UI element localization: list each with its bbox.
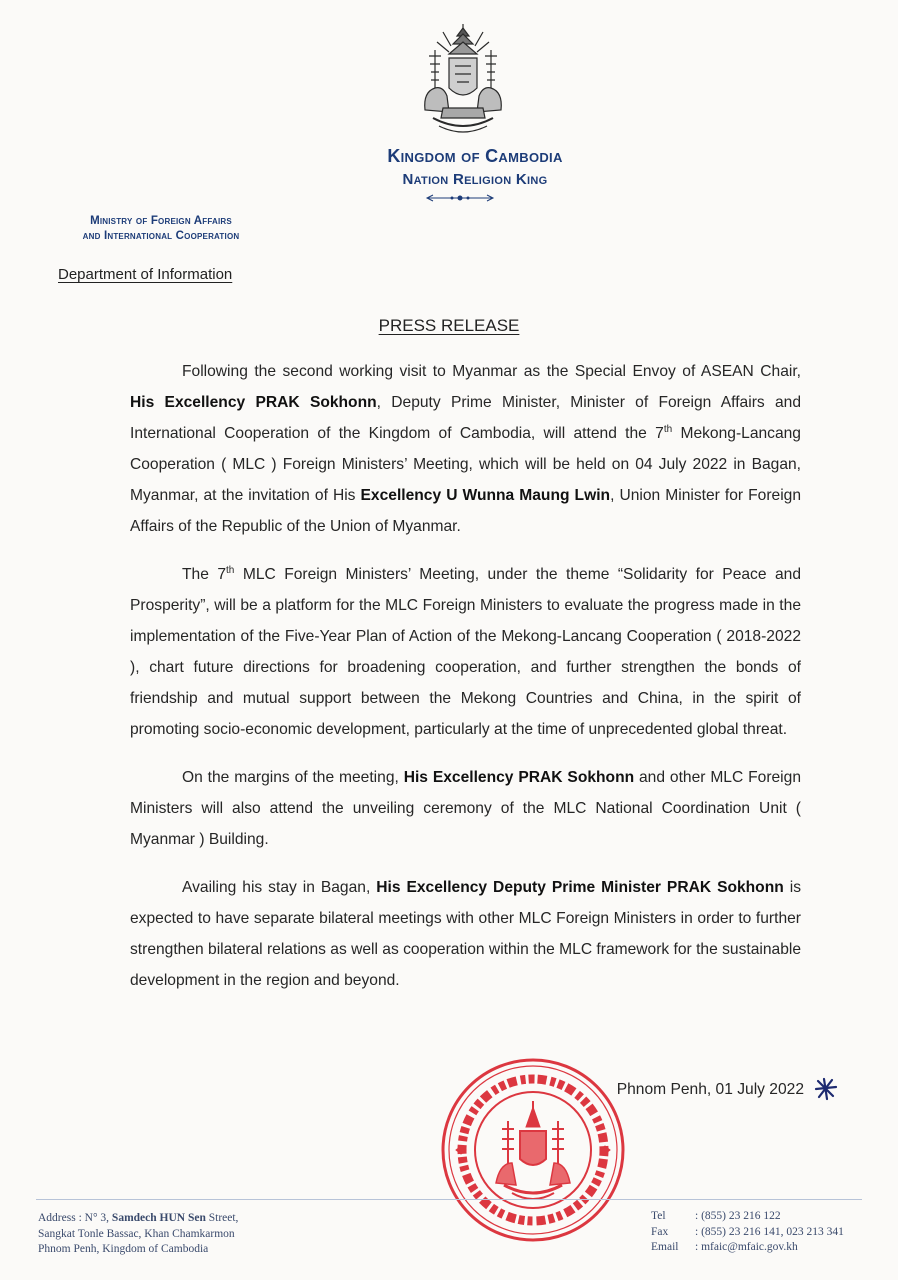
document-title: PRESS RELEASE xyxy=(378,316,520,335)
text-segment: MLC Foreign Ministers’ Meeting, under the theme “Solidarity for Peace and Prosperity”, will be a platform for the MLC Foreign Ministers to evaluate the progress made in the implementation of the Five-Year Plan of Action of the Mekong-Lancang Cooperation ( 2018-2022 ), chart future directions for broadening cooperation, and further strengthen the bonds of friendship and mutual support between the Mekong Countries and China, in the spirit of promoting socio-economic development, particularly at the time of unprecedented global threat. xyxy=(130,566,801,738)
text-segment: The 7 xyxy=(182,566,227,583)
tel-value: : (855) 23 216 122 xyxy=(695,1210,781,1222)
fax-value: : (855) 23 216 141, 023 213 341 xyxy=(695,1225,844,1238)
royal-coat-of-arms-icon xyxy=(413,22,513,140)
contact-email xyxy=(651,1240,844,1256)
paragraph-3 xyxy=(130,762,801,855)
ordinal-suffix: th xyxy=(663,423,673,435)
text-segment: Following the second working visit to Myanmar as the Special Envoy of ASEAN Chair, xyxy=(182,363,801,380)
ordinal-suffix: th xyxy=(226,564,235,576)
paragraph-1 xyxy=(130,356,801,542)
press-release-body xyxy=(130,356,801,1013)
tel-label: Tel xyxy=(651,1210,666,1222)
text-segment: Availing his stay in Bagan, xyxy=(182,879,377,896)
footer-address xyxy=(38,1211,238,1258)
fax-label: Fax xyxy=(651,1225,669,1238)
person-name: His Excellency Deputy Prime Minister PRAK Sokhonn xyxy=(376,879,784,896)
country-heading: Kingdom of Cambodia xyxy=(387,146,563,166)
email-value[interactable]: : mfaic@mfaic.gov.kh xyxy=(695,1241,798,1253)
ministry-name-line2: and International Cooperation xyxy=(82,230,240,242)
text-segment: , Deputy Prime Minister, Minister of Foreign Affairs and International Cooperation of the Kingdom of Cambodia, will attend the 7 xyxy=(130,394,801,442)
address-line-1 xyxy=(38,1211,238,1227)
address-line-3: Phnom Penh, Kingdom of Cambodia xyxy=(38,1243,209,1255)
footer-divider xyxy=(36,1199,862,1200)
signature-asterisk-icon xyxy=(812,1076,838,1102)
motto-heading: Nation Religion King xyxy=(402,171,548,188)
ministry-seal-icon xyxy=(438,1055,628,1245)
paragraph-4 xyxy=(130,872,801,996)
address-line-2: Sangkat Tonle Bassac, Khan Chamkarmon xyxy=(38,1227,235,1240)
email-label: Email xyxy=(651,1241,679,1253)
contact-fax xyxy=(651,1225,844,1241)
text-segment: Mekong-Lancang Cooperation ( MLC ) Foreign Ministers’ Meeting, which will be held on 04 July 2022 in Bagan, Myanmar, at the invitation of His xyxy=(130,425,801,504)
text-segment: is expected to have separate bilateral meetings with other MLC Foreign Ministers in order to further strengthen bilateral relations as well as cooperation within the MLC framework for the sustainable development in the region and beyond. xyxy=(130,879,801,989)
text-segment: , Union Minister for Foreign Affairs of the Republic of the Union of Myanmar. xyxy=(130,487,801,535)
contact-tel xyxy=(651,1209,844,1225)
text-segment: and other MLC Foreign Ministers will also attend the unveiling ceremony of the MLC National Coordination Unit ( Myanmar ) Building. xyxy=(130,769,801,848)
ornament-divider-icon xyxy=(425,193,495,203)
address-street-suffix: Street, xyxy=(205,1212,239,1224)
paragraph-2 xyxy=(130,559,801,745)
text-segment: On the margins of the meeting, xyxy=(182,769,404,786)
person-name: Excellency U Wunna Maung Lwin xyxy=(360,487,611,504)
ministry-name-line1: Ministry of Foreign Affairs xyxy=(90,215,232,227)
address-prefix: Address : N° 3, xyxy=(38,1212,112,1224)
person-name: His Excellency PRAK Sokhonn xyxy=(403,769,635,786)
department-name: Department of Information xyxy=(58,266,233,283)
footer-contact xyxy=(651,1209,844,1256)
person-name: His Excellency PRAK Sokhonn xyxy=(130,394,377,411)
address-street-name: Samdech HUN Sen xyxy=(111,1212,206,1224)
dateline: Phnom Penh, 01 July 2022 xyxy=(616,1081,804,1098)
